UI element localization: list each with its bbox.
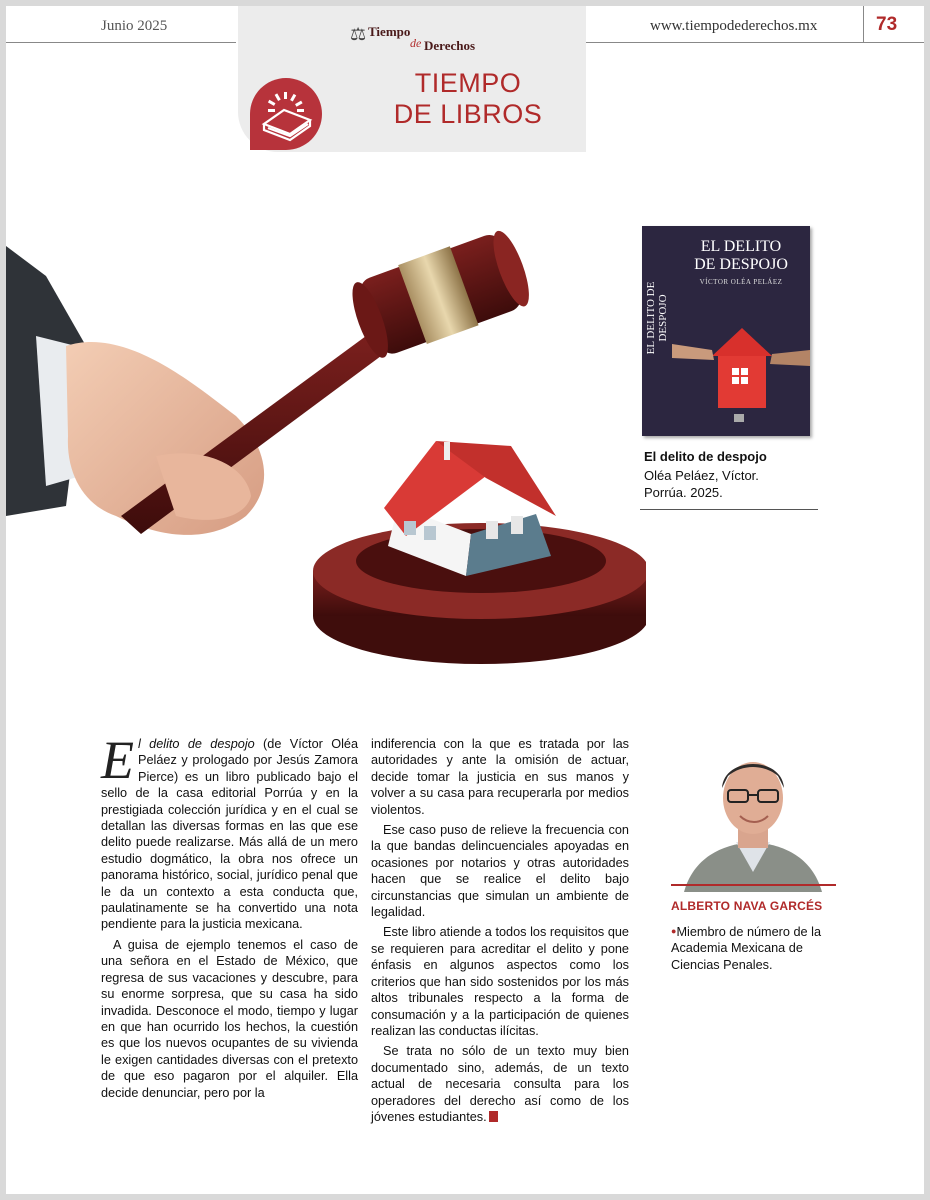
drop-cap: E	[101, 730, 134, 790]
cover-title-line-2: DE DESPOJO	[694, 256, 788, 273]
cover-house-hands-illustration	[672, 306, 810, 416]
section-tab	[238, 6, 586, 152]
caption-rule	[640, 509, 818, 510]
author-rule	[671, 884, 836, 886]
article-paragraph-4: Este libro atiende a todos los requisitos que se requieren para acreditar el delito y pone énfasis en algunos aspectos como los criterios que han sido sostenidos por los más altos tribunales respecto a la forma de consumación y a la participación de quienes realizan las conductas ilícitas.	[371, 925, 629, 1038]
header-separator	[863, 6, 864, 43]
website-url[interactable]: www.tiempodederechos.mx	[650, 18, 818, 34]
book-caption-title: El delito de despojo	[644, 449, 767, 464]
section-title	[388, 68, 548, 130]
page-number: 73	[876, 14, 898, 35]
logo-text-de: de	[410, 36, 422, 50]
article-paragraph-2-continued: indiferencia con la que es tratada por las autoridades y ante la omisión de actuar, decide tomar la justicia en sus manos y volver a su casa para recuperarla por medios violentos.	[371, 737, 629, 817]
cover-author: VÍCTOR OLÉA PELÁEZ	[699, 278, 783, 286]
book-cover	[642, 226, 810, 436]
author-bio-text: Miembro de número de la Academia Mexicana de Ciencias Penales.	[671, 925, 822, 972]
article-column-2	[371, 736, 629, 1125]
article-paragraph-1	[101, 730, 358, 933]
author-name: ALBERTO NAVA GARCÉS	[671, 899, 823, 913]
paragraph-1-text: (de Víctor Oléa Peláez y prologado por Jesús Zamora Pierce) es un libro publicado bajo el sello de la casa editorial Porrúa y en la prestigiada colección jurídica y en el cual se detallan las diversas formas en las que ese delito puede realizarse. Más allá de un mero estudio dogmático, la obra nos ofrece un panorama histórico, social, jurídico penal que le da un contexto a esta conducta que, paulatinamente se ha convertido una nota pendiente para la justicia mexicana.	[101, 737, 358, 932]
author-photo	[674, 746, 832, 892]
article-column-1	[101, 730, 358, 1101]
cover-title	[676, 238, 806, 274]
book-title-italic: l delito de despojo	[138, 737, 255, 751]
gavel-house-illustration	[6, 216, 646, 676]
header-rule-right	[586, 42, 924, 43]
book-caption-author: Oléa Peláez, Víctor.	[644, 468, 759, 483]
article-paragraph-5	[371, 1043, 629, 1125]
bullet-icon: ●	[671, 926, 677, 936]
section-title-line-1: TIEMPO	[414, 68, 522, 98]
article-paragraph-2: A guisa de ejemplo tenemos el caso de una señora en el Estado de México, que regresa de sus vacaciones y descubre, para su enorme sorpresa, que su casa ha sido invadida. Desconoce el modo, tiempo y lugar en que han ocurrido los hechos, la cuestión es que los nuevos ocupantes de su vivienda le exigen cantidades diversas con el pretexto de que eso pagaron por el alquiler. Ella decide denunciar, pero por la	[101, 937, 358, 1100]
magazine-page	[6, 6, 924, 1194]
logo-text-tiempo: Tiempo	[368, 24, 411, 39]
end-of-article-icon	[489, 1111, 498, 1122]
magazine-logo	[350, 22, 500, 53]
author-bio	[671, 923, 839, 973]
cover-title-line-1: EL DELITO	[700, 238, 782, 255]
article-paragraph-3: Ese caso puso de relieve la frecuencia con la que bandas delincuenciales apoyadas en ocasiones por notarios y otras autoridades hacen que se realice el delito bajo circunstancias que simulan un ambiente de legalidad.	[371, 823, 629, 920]
logo-text-derechos: Derechos	[424, 38, 476, 53]
cover-spine-title: EL DELITO DE DESPOJO	[645, 281, 669, 355]
book-caption-publisher: Porrúa. 2025.	[644, 485, 723, 500]
issue-date: Junio 2025	[101, 18, 168, 34]
publisher-logo	[734, 414, 744, 422]
header-rule-left	[6, 42, 236, 43]
paragraph-5-text: Se trata no sólo de un texto muy bien documentado sino, además, de un texto actual de necesaria consulta para los operadores del derecho así como de los jóvenes estudiantes.	[371, 1044, 629, 1124]
section-title-line-2: DE LIBROS	[393, 99, 543, 129]
justice-figure-icon: ⚖	[350, 24, 367, 44]
book-icon	[250, 78, 322, 150]
